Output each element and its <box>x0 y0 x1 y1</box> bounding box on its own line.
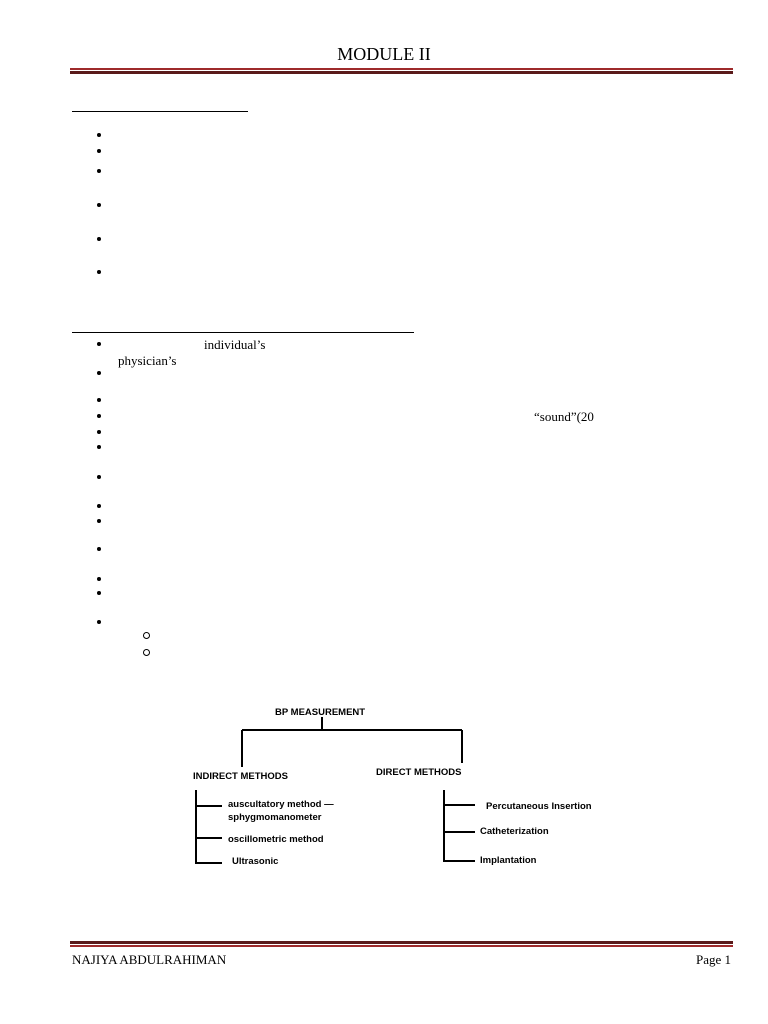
indirect-item: Ultrasonic <box>232 856 279 867</box>
word-sound: “sound”(20 <box>534 409 594 424</box>
indirect-methods-label: INDIRECT METHODS <box>193 771 288 782</box>
word-physician: physician’s <box>118 353 177 368</box>
footer-rule-bottom <box>70 945 733 947</box>
page-title: MODULE II <box>337 44 431 64</box>
direct-item: Percutaneous Insertion <box>486 801 592 812</box>
word-individual: individual’s <box>204 337 266 352</box>
footer-page-number: Page 1 <box>695 952 731 967</box>
indirect-item: auscultatory method — <box>228 799 334 810</box>
indirect-item: oscillometric method <box>228 834 324 845</box>
indirect-item: sphygmomanometer <box>228 812 322 823</box>
direct-item: Implantation <box>480 855 537 866</box>
diagram-root-label: BP MEASUREMENT <box>275 707 366 718</box>
footer-author: NAJIYA ABDULRAHIMAN <box>72 952 227 967</box>
direct-methods-label: DIRECT METHODS <box>376 767 462 778</box>
footer-rule-top <box>70 941 733 944</box>
direct-item: Catheterization <box>480 826 549 837</box>
